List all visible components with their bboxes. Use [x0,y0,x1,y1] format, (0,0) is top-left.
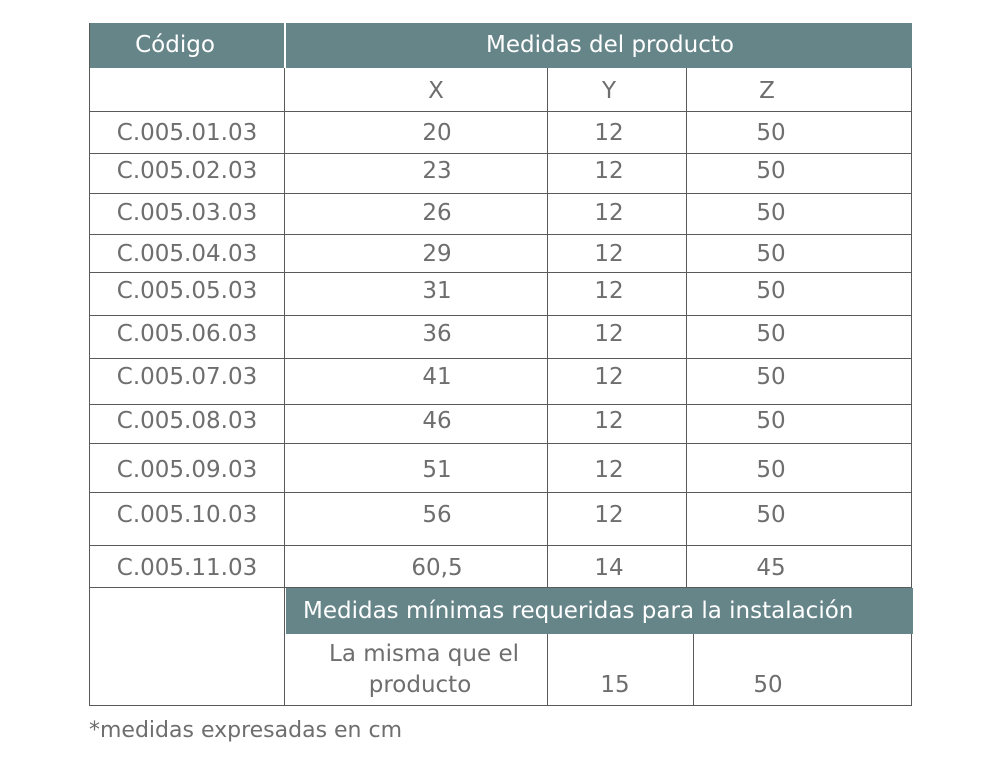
header-divider [284,23,286,68]
row-x-value: 56 [422,502,452,528]
row-y-value: 12 [594,158,624,184]
row-y-value: 12 [594,241,624,267]
minimum-y-value: 15 [600,672,630,698]
row-code: C.005.11.03 [116,555,258,581]
minimum-z-value: 50 [753,672,783,698]
row-z-value: 50 [756,457,786,483]
column-divider [547,634,548,706]
row-divider [89,315,912,316]
table-right-border [911,634,912,706]
row-x-value: 46 [422,408,452,434]
column-divider [284,68,285,706]
row-divider [89,545,912,546]
row-z-value: 50 [756,278,786,304]
row-y-value: 12 [594,408,624,434]
row-code: C.005.03.03 [116,200,258,226]
column-header-measures: Medidas del producto [486,32,734,58]
minimum-title: Medidas mínimas requeridas para la instalación [303,598,854,624]
row-x-value: 26 [422,200,452,226]
table-bottom-border [89,705,912,706]
row-x-value: 41 [422,364,452,390]
row-z-value: 50 [756,364,786,390]
row-z-value: 50 [756,321,786,347]
column-divider [693,634,694,706]
row-x-value: 60,5 [411,555,463,581]
units-note: *medidas expresadas en cm [89,718,403,743]
row-code: C.005.09.03 [116,457,258,483]
row-x-value: 20 [422,120,452,146]
row-y-value: 12 [594,278,624,304]
axis-header-z: Z [759,78,775,104]
row-code: C.005.02.03 [116,158,258,184]
row-divider [89,492,912,493]
row-y-value: 12 [594,200,624,226]
row-z-value: 50 [756,158,786,184]
row-y-value: 12 [594,364,624,390]
row-divider [89,404,912,405]
row-code: C.005.08.03 [116,408,258,434]
row-x-value: 31 [422,278,452,304]
table-left-border [89,23,90,706]
row-z-value: 45 [756,555,786,581]
row-z-value: 50 [756,241,786,267]
row-z-value: 50 [756,502,786,528]
row-z-value: 50 [756,120,786,146]
row-code: C.005.07.03 [116,364,258,390]
row-y-value: 12 [594,457,624,483]
column-divider [547,68,548,588]
row-divider [89,272,912,273]
row-divider [89,443,912,444]
row-y-value: 14 [594,555,624,581]
column-header-code: Código [135,32,215,58]
axis-header-x: X [428,78,444,104]
row-y-value: 12 [594,120,624,146]
row-x-value: 51 [422,457,452,483]
row-z-value: 50 [756,408,786,434]
row-divider [89,358,912,359]
row-divider [89,234,912,235]
axis-header-y: Y [601,78,617,104]
row-z-value: 50 [756,200,786,226]
row-divider [89,153,912,154]
row-code: C.005.05.03 [116,278,258,304]
minimum-x-line2: producto [368,672,472,698]
row-divider [89,111,912,112]
row-code: C.005.04.03 [116,241,258,267]
row-y-value: 12 [594,502,624,528]
row-y-value: 12 [594,321,624,347]
row-code: C.005.01.03 [116,120,258,146]
row-code: C.005.10.03 [116,502,258,528]
table-right-border [911,68,912,588]
column-divider [686,68,687,588]
row-x-value: 29 [422,241,452,267]
row-x-value: 36 [422,321,452,347]
row-x-value: 23 [422,158,452,184]
row-divider [89,193,912,194]
row-code: C.005.06.03 [116,321,258,347]
minimum-x-line1: La misma que el [329,641,519,667]
